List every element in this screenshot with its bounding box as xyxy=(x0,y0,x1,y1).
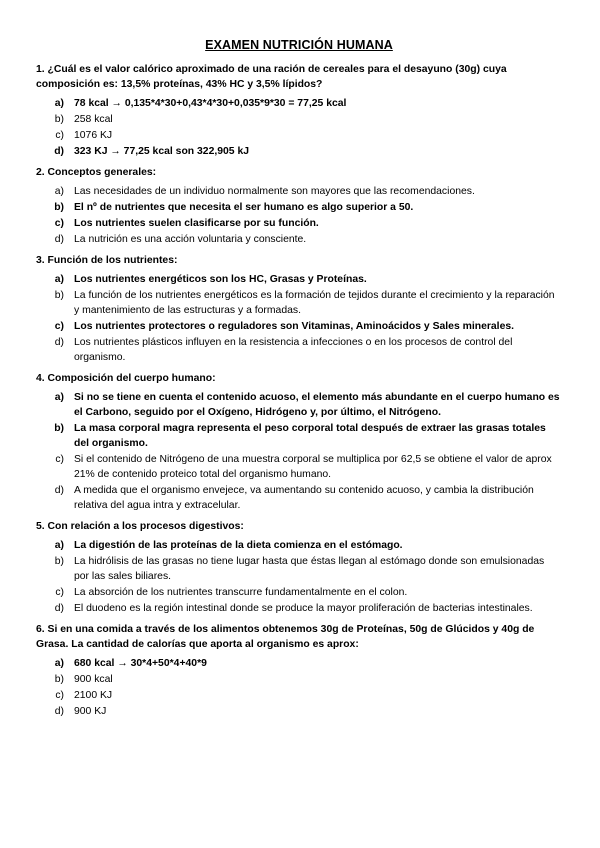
option-d xyxy=(36,144,562,159)
option-letter: c) xyxy=(55,690,64,701)
option-letter: d) xyxy=(54,146,64,157)
question-text: 2. Conceptos generales: xyxy=(36,167,157,178)
question-text: 4. Composición del cuerpo humano: xyxy=(36,373,216,384)
option-a xyxy=(36,538,562,553)
option-text: La función de los nutrientes energéticos es la formación de tejidos durante el crecimiento y la reparación y mantenimiento de las estructuras y a formadas. xyxy=(74,290,555,316)
option-text: La nutrición es una acción voluntaria y consciente. xyxy=(74,234,307,245)
option-a xyxy=(36,390,562,420)
option-letter: a) xyxy=(54,392,64,403)
option-text: Los nutrientes plásticos influyen en la resistencia a infecciones o en los procesos de control del organismo. xyxy=(74,337,513,363)
question-text: 6. Si en una comida a través de los alimentos obtenemos 30g de Proteínas, 50g de Glúcidos y 40g de Grasa. La cantidad de calorías que aporta al organismo es aprox: xyxy=(36,624,535,650)
option-text: La hidrólisis de las grasas no tiene lugar hasta que éstas llegan al estómago donde son emulsionadas por las sales biliares. xyxy=(74,556,545,582)
option-letter: c) xyxy=(54,321,64,332)
option-text: 900 KJ xyxy=(74,706,107,717)
option-text: 258 kcal xyxy=(74,114,113,125)
question-3 xyxy=(36,253,562,365)
option-a xyxy=(36,656,562,671)
option-letter: b) xyxy=(54,290,64,301)
options-list xyxy=(36,538,562,616)
option-text: El nº de nutrientes que necesita el ser humano es algo superior a 50. xyxy=(74,202,414,213)
option-letter: d) xyxy=(54,337,64,348)
option-letter: a) xyxy=(54,658,64,669)
options-list xyxy=(36,390,562,513)
option-text: 900 kcal xyxy=(74,674,113,685)
options-list xyxy=(36,656,562,719)
option-letter: b) xyxy=(54,556,64,567)
option-text: Los nutrientes suelen clasificarse por su función. xyxy=(74,218,319,229)
option-d xyxy=(36,601,562,616)
question-text: 5. Con relación a los procesos digestivos: xyxy=(36,521,244,532)
question-4 xyxy=(36,371,562,513)
option-d xyxy=(36,483,562,513)
option-c xyxy=(36,128,562,143)
question-5 xyxy=(36,519,562,616)
option-text: La masa corporal magra representa el peso corporal total después de extraer las grasas totales del organismo. xyxy=(74,423,546,449)
option-letter: d) xyxy=(54,706,64,717)
option-text: 323 KJ → 77,25 kcal son 322,905 kJ xyxy=(74,146,250,157)
option-a xyxy=(36,184,562,199)
option-letter: c) xyxy=(55,587,64,598)
option-d xyxy=(36,335,562,365)
option-b xyxy=(36,554,562,584)
option-b xyxy=(36,672,562,687)
question-2 xyxy=(36,165,562,247)
option-c xyxy=(36,688,562,703)
option-letter: c) xyxy=(55,130,64,141)
option-text: Si el contenido de Nitrógeno de una muestra corporal se multiplica por 62,5 se obtiene el valor de aprox 21% de contenido proteico total del organismo humano. xyxy=(74,454,552,480)
option-letter: b) xyxy=(54,202,64,213)
option-letter: d) xyxy=(54,603,64,614)
option-b xyxy=(36,112,562,127)
exam-title: EXAMEN NUTRICIÓN HUMANA xyxy=(205,38,393,52)
question-1 xyxy=(36,62,562,159)
option-text: 680 kcal → 30*4+50*4+40*9 xyxy=(74,658,207,669)
option-b xyxy=(36,288,562,318)
option-letter: b) xyxy=(54,674,64,685)
option-text: La digestión de las proteínas de la dieta comienza en el estómago. xyxy=(74,540,403,551)
option-a xyxy=(36,272,562,287)
option-c xyxy=(36,216,562,231)
options-list xyxy=(36,272,562,365)
option-text: Los nutrientes energéticos son los HC, Grasas y Proteínas. xyxy=(74,274,367,285)
questions-list xyxy=(36,62,562,719)
option-text: El duodeno es la región intestinal donde se produce la mayor proliferación de bacterias intestinales. xyxy=(74,603,533,614)
options-list xyxy=(36,96,562,159)
option-d xyxy=(36,232,562,247)
option-letter: a) xyxy=(54,98,64,109)
option-text: La absorción de los nutrientes transcurre fundamentalmente en el colon. xyxy=(74,587,408,598)
option-text: 2100 KJ xyxy=(74,690,113,701)
option-b xyxy=(36,200,562,215)
option-letter: a) xyxy=(54,186,64,197)
option-letter: c) xyxy=(55,454,64,465)
option-text: Si no se tiene en cuenta el contenido acuoso, el elemento más abundante en el cuerpo humano es el Carbono, seguido por el Oxígeno, Hidrógeno y, por último, el Nitrógeno. xyxy=(74,392,560,418)
option-text: A medida que el organismo envejece, va aumentando su contenido acuoso, y cambia la distribución relativa del agua intra y extracelular. xyxy=(74,485,534,511)
option-letter: c) xyxy=(54,218,64,229)
option-letter: a) xyxy=(54,274,64,285)
question-text: 1. ¿Cuál es el valor calórico aproximado de una ración de cereales para el desayuno (30g) cuya composición es: 13,5% proteínas, 43% HC y 3,5% lípidos? xyxy=(36,64,507,90)
option-b xyxy=(36,421,562,451)
option-letter: d) xyxy=(54,234,64,245)
option-text: Las necesidades de un individuo normalmente son mayores que las recomendaciones. xyxy=(74,186,475,197)
option-letter: d) xyxy=(54,485,64,496)
option-letter: b) xyxy=(54,423,64,434)
option-letter: a) xyxy=(54,540,64,551)
option-text: Los nutrientes protectores o reguladores son Vitaminas, Aminoácidos y Sales minerales. xyxy=(74,321,515,332)
question-text: 3. Función de los nutrientes: xyxy=(36,255,178,266)
option-d xyxy=(36,704,562,719)
option-a xyxy=(36,96,562,111)
option-letter: b) xyxy=(54,114,64,125)
question-6 xyxy=(36,622,562,719)
options-list xyxy=(36,184,562,247)
option-c xyxy=(36,452,562,482)
option-text: 78 kcal → 0,135*4*30+0,43*4*30+0,035*9*30 = 77,25 kcal xyxy=(74,98,347,109)
option-c xyxy=(36,319,562,334)
option-c xyxy=(36,585,562,600)
option-text: 1076 KJ xyxy=(74,130,113,141)
